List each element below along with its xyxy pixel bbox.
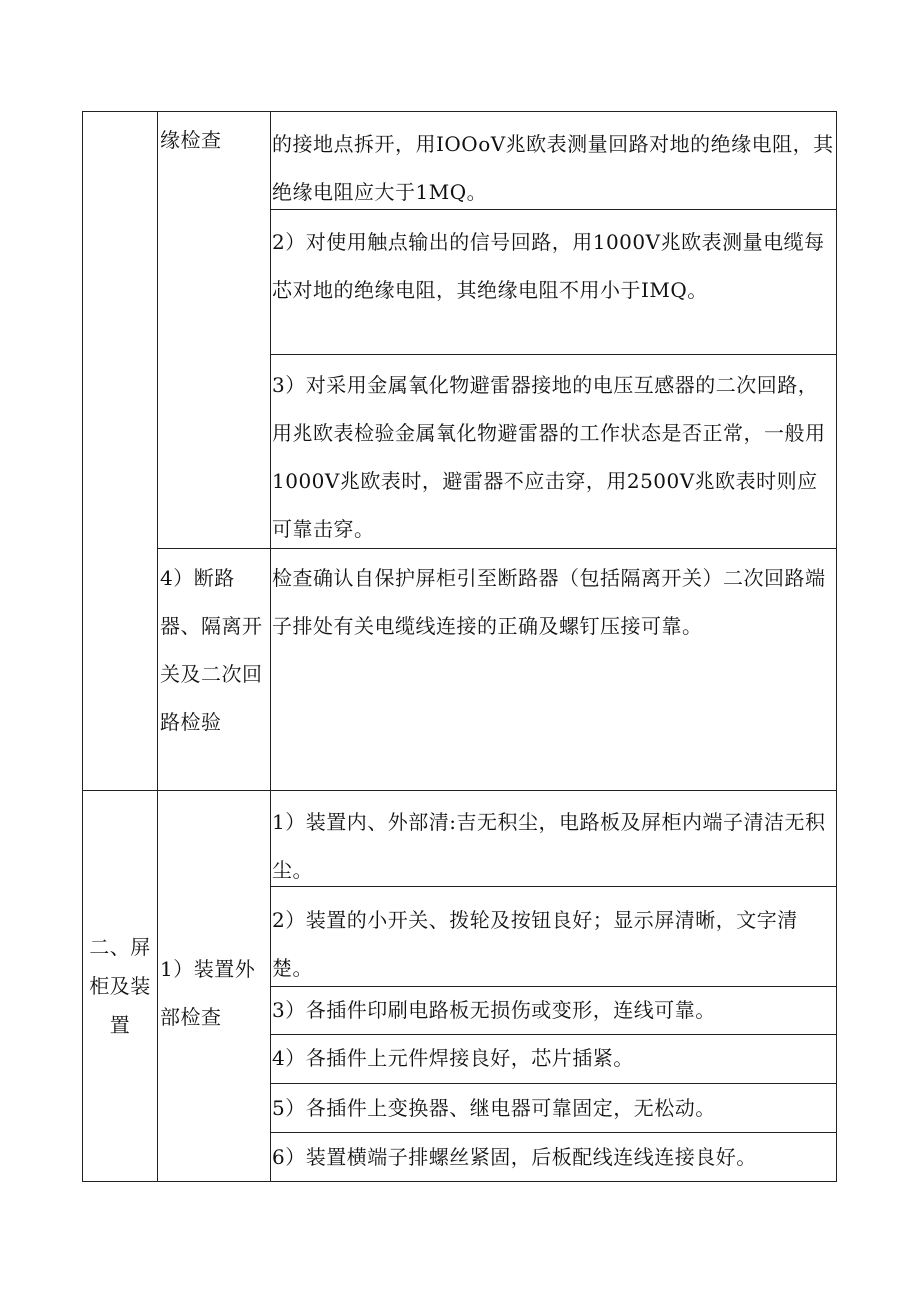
row-divider: [270, 354, 837, 355]
category-cell: 二、屏柜及装置: [89, 935, 151, 1037]
detail-cell: 4）各插件上元件焊接良好，芯片插紧。: [272, 1046, 634, 1070]
detail-cell: 6）装置横端子排螺丝紧固，后板配线连线连接良好。: [272, 1145, 757, 1169]
detail-cell: 1）装置内、外部清:吉无积尘，电路板及屏柜内端子清洁无积尘。: [272, 810, 826, 882]
detail-cell: 3）对采用金属氧化物避雷器接地的电压互感器的二次回路，用兆欧表检验金属氧化物避雷器的工作状态是否正常，一般用1000V兆欧表时，避雷器不应击穿，用2500V兆欧表时则应可靠击穿。: [272, 373, 826, 541]
item-cell: 1）装置外部检查: [160, 957, 256, 1029]
detail-cell: 3）各插件印刷电路板无损伤或变形，连线可靠。: [272, 998, 716, 1022]
section-divider: [82, 790, 837, 791]
detail-cell: 的接地点拆开，用IOOoV兆欧表测量回路对地的绝缘电阻，其绝缘电阻应大于1MQ。: [272, 132, 834, 204]
item-cell: 缘检查: [160, 128, 222, 152]
detail-cell: 2）对使用触点输出的信号回路，用1000V兆欧表测量电缆每芯对地的绝缘电阻，其绝缘电阻不用小于IMQ。: [272, 230, 825, 302]
item-cell: 4）断路器、隔离开关及二次回路检验: [160, 566, 263, 734]
column-divider-1: [157, 111, 158, 1182]
detail-cell: 2）装置的小开关、拨轮及按钮良好；显示屏清晰，文字清楚。: [272, 908, 798, 980]
detail-cell: 5）各插件上变换器、继电器可靠固定，无松动。: [272, 1096, 716, 1120]
detail-cell: 检查确认自保护屏柜引至断路器（包括隔离开关）二次回路端子排处有关电缆线连接的正确及螺钉压接可靠。: [272, 566, 826, 638]
